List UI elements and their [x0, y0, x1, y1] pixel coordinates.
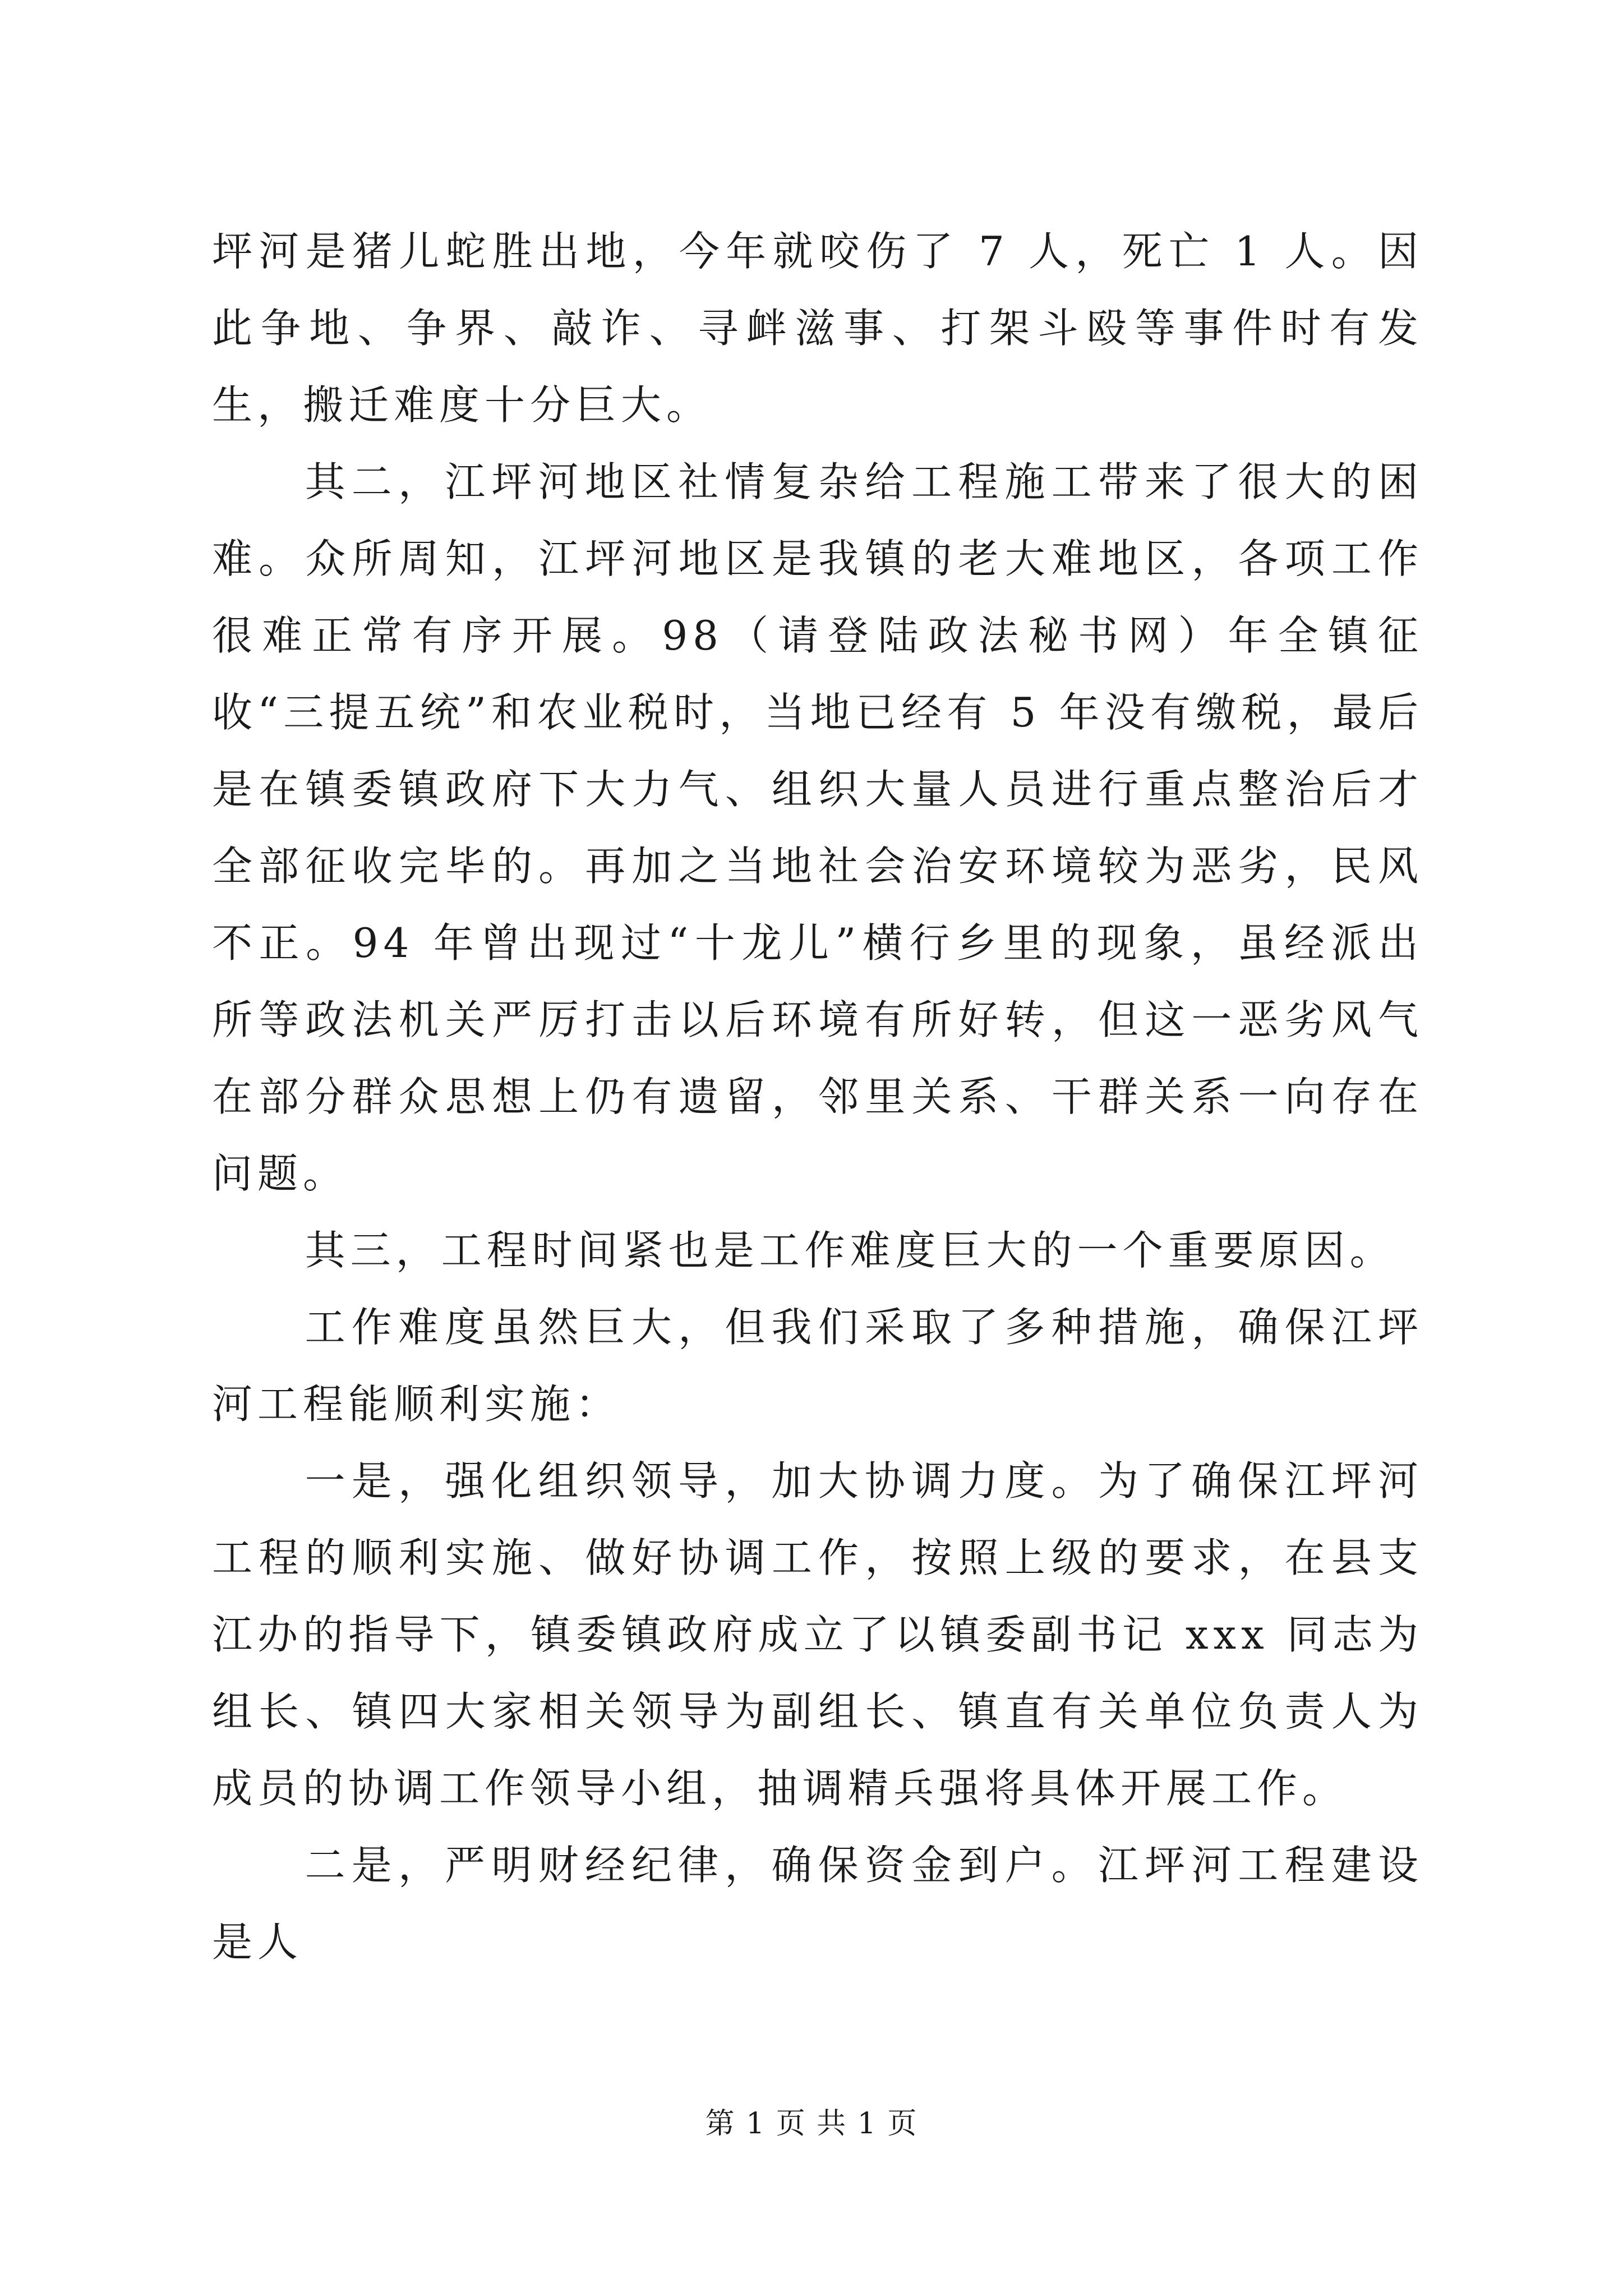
paragraph-continuation: 坪河是猪儿蛇胜出地，今年就咬伤了 7 人，死亡 1 人。因此争地、争界、敲诈、寻衅滋事、打架斗殴等事件时有发生，搬迁难度十分巨大。	[212, 228, 1423, 429]
paragraph-measure-one: 一是，强化组织领导，加大协调力度。为了确保江坪河工程的顺利实施、做好协调工作，按照上级的要求，在县支江办的指导下，镇委镇政府成立了以镇委副书记 xxx 同志为组长、镇四大家相关领导为副组长、镇直有关单位负责人为成员的协调工作领导小组，抽调精兵强将具体开展工作。	[212, 1457, 1423, 1812]
document-body	[212, 213, 1423, 1981]
page-footer: 第 1 页 共 1 页	[705, 2107, 918, 2141]
paragraph-third-reason: 其三，工程时间紧也是工作难度巨大的一个重要原因。	[305, 1227, 1395, 1274]
paragraph-measure-two: 二是，严明财经纪律，确保资金到户。江坪河工程建设是人	[212, 1842, 1423, 1966]
paragraph-measures-intro: 工作难度虽然巨大，但我们采取了多种措施，确保江坪河工程能顺利实施：	[212, 1304, 1423, 1428]
paragraph-second-reason: 其二，江坪河地区社情复杂给工程施工带来了很大的困难。众所周知，江坪河地区是我镇的老大难地区，各项工作很难正常有序开展。98（请登陆政法秘书网）年全镇征收“三提五统”和农业税时，当地已经有 5 年没有缴税，最后是在镇委镇政府下大力气、组织大量人员进行重点整治后才全部征收完毕的。再加之当地社会治安环境较为恶劣，民风不正。94 年曾出现过“十龙儿”横行乡里的现象，虽经派出所等政法机关严厉打击以后环境有所好转，但这一恶劣风气在部分群众思想上仍有遗留，邻里关系、干群关系一向存在问题。	[212, 458, 1423, 1197]
